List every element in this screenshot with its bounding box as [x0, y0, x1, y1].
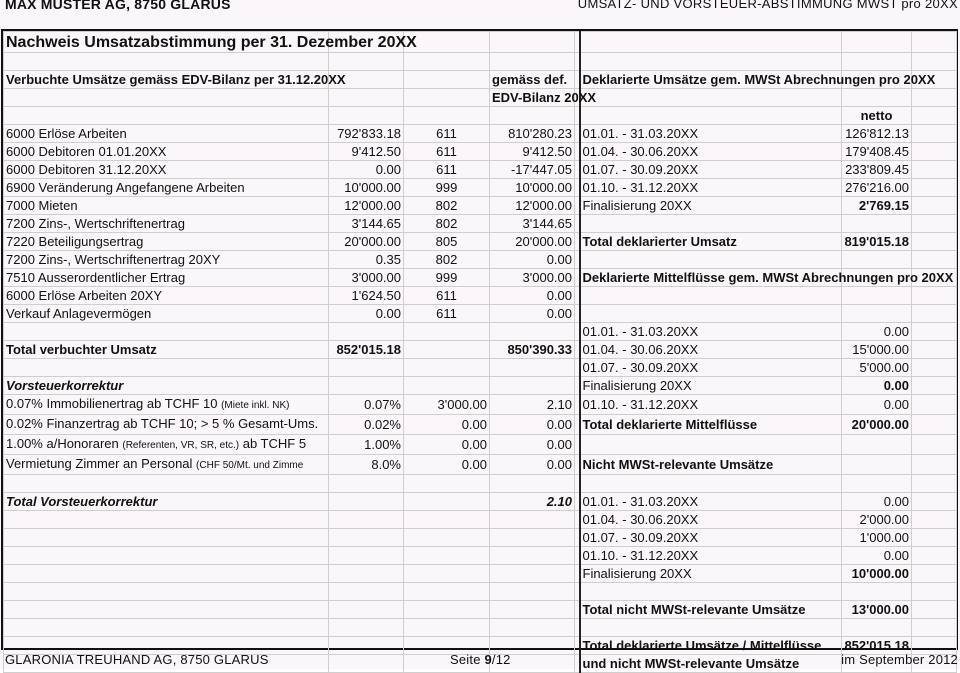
account-amount: 3'000.00: [329, 269, 404, 287]
non-relevant-total-label: Total nicht MWSt-relevante Umsätze: [580, 601, 842, 619]
period-label: 01.10. - 31.12.20XX: [580, 179, 842, 197]
table-cell: [490, 377, 575, 395]
def-column-header-line2: EDV-Bilanz 20XX: [490, 89, 575, 107]
account-label: 7220 Beteiligungsertrag: [4, 233, 329, 251]
final-label: Finalisierung 20XX: [580, 197, 842, 215]
grand-total-label-line2: und nicht MWSt-relevante Umsätze: [580, 655, 842, 673]
input-tax-value: 2.10: [490, 395, 575, 415]
non-relevant-period-label: 01.01. - 31.03.20XX: [580, 493, 842, 511]
account-amount: 12'000.00: [329, 197, 404, 215]
table-cell: [329, 637, 404, 655]
table-row: [4, 601, 957, 619]
table-cell: [580, 435, 842, 455]
table-row: [4, 341, 957, 359]
table-cell: [329, 547, 404, 565]
table-cell: [842, 455, 912, 475]
table-cell: [329, 493, 404, 511]
table-cell: [912, 341, 957, 359]
table-cell: [912, 377, 957, 395]
table-row: [4, 565, 957, 583]
non-relevant-period-value: 0.00: [842, 493, 912, 511]
input-tax-label: 0.07% Immobilienertrag ab TCHF 10 (Miete inkl. NK): [4, 395, 329, 415]
cashflow-period-label: 01.04. - 30.06.20XX: [580, 341, 842, 359]
non-relevant-period-label: 01.10. - 31.12.20XX: [580, 547, 842, 565]
table-row: [4, 251, 957, 269]
table-row: [4, 415, 957, 435]
input-tax-total-label: Total Vorsteuerkorrektur: [4, 493, 329, 511]
non-relevant-final-value: 10'000.00: [842, 565, 912, 583]
table-row: [4, 32, 957, 53]
account-code: 802: [404, 215, 490, 233]
input-tax-label: 1.00% a/Honoraren (Referenten, VR, SR, etc.) ab TCHF 5: [4, 435, 329, 455]
table-cell: [4, 511, 329, 529]
input-tax-rate: 8.0%: [329, 455, 404, 475]
table-row: [4, 215, 957, 233]
table-cell: [912, 233, 957, 251]
page-number: Seite 9/12: [450, 652, 511, 667]
account-label: 6000 Erlöse Arbeiten: [4, 125, 329, 143]
table-cell: [490, 359, 575, 377]
table-cell: [404, 493, 490, 511]
cashflow-period-value: 0.00: [842, 323, 912, 341]
account-label: 7200 Zins-, Wertschriftenertrag: [4, 215, 329, 233]
table-cell: [4, 565, 329, 583]
non-relevant-period-label: 01.07. - 30.09.20XX: [580, 529, 842, 547]
table-cell: [580, 287, 842, 305]
period-label: 01.01. - 31.03.20XX: [580, 125, 842, 143]
account-def-amount: 10'000.00: [490, 179, 575, 197]
table-cell: [912, 415, 957, 435]
cashflow-period-label: 01.01. - 31.03.20XX: [580, 323, 842, 341]
table-cell: [912, 395, 957, 415]
account-label: Verkauf Anlagevermögen: [4, 305, 329, 323]
table-cell: [404, 89, 490, 107]
table-cell: [404, 583, 490, 601]
account-def-amount: 0.00: [490, 287, 575, 305]
table-row: [4, 583, 957, 601]
table-cell: [329, 511, 404, 529]
table-cell: [842, 32, 912, 53]
account-code: 611: [404, 161, 490, 179]
table-cell: [329, 583, 404, 601]
table-cell: [580, 32, 842, 53]
total-declared-value: 819'015.18: [842, 233, 912, 251]
document-subject-header: UMSATZ- UND VORSTEUER-ABSTIMMUNG MWST pro 20XX: [577, 0, 958, 11]
table-cell: [912, 107, 957, 125]
table-cell: [912, 287, 957, 305]
account-amount: 0.35: [329, 251, 404, 269]
account-def-amount: 3'000.00: [490, 269, 575, 287]
non-relevant-period-label: 01.04. - 30.06.20XX: [580, 511, 842, 529]
total-declared-label: Total deklarierter Umsatz: [580, 233, 842, 251]
table-row: [4, 359, 957, 377]
table-row: [4, 619, 957, 637]
cashflow-final-label: Finalisierung 20XX: [580, 377, 842, 395]
table-cell: [329, 565, 404, 583]
table-cell: [580, 215, 842, 233]
account-def-amount: 810'280.23: [490, 125, 575, 143]
account-amount: 20'000.00: [329, 233, 404, 251]
table-cell: [490, 511, 575, 529]
table-cell: [912, 179, 957, 197]
table-cell: [4, 619, 329, 637]
period-value: 126'812.13: [842, 125, 912, 143]
table-cell: [4, 583, 329, 601]
netto-header: netto: [842, 107, 912, 125]
table-cell: [912, 143, 957, 161]
table-cell: [580, 475, 842, 493]
table-cell: [580, 251, 842, 269]
table-cell: [329, 601, 404, 619]
input-tax-label: Vermietung Zimmer an Personal (CHF 50/Mt. und Zimme: [4, 455, 329, 475]
table-cell: [404, 53, 490, 71]
table-row: [4, 547, 957, 565]
table-cell: [842, 305, 912, 323]
table-row: [4, 233, 957, 251]
account-def-amount: -17'447.05: [490, 161, 575, 179]
table-cell: [404, 359, 490, 377]
table-cell: [842, 215, 912, 233]
table-cell: [490, 475, 575, 493]
account-label: 6000 Debitoren 01.01.20XX: [4, 143, 329, 161]
table-row: [4, 197, 957, 215]
def-column-header: gemäss def.: [490, 71, 575, 89]
input-tax-base: 0.00: [404, 435, 490, 455]
footer-company: GLARONIA TREUHAND AG, 8750 GLARUS: [5, 652, 269, 667]
table-cell: [490, 565, 575, 583]
table-cell: [329, 529, 404, 547]
table-cell: [490, 583, 575, 601]
table-cell: [490, 53, 575, 71]
table-cell: [580, 53, 842, 71]
table-cell: [329, 377, 404, 395]
account-code: 802: [404, 197, 490, 215]
table-cell: [912, 89, 957, 107]
table-cell: [842, 251, 912, 269]
period-value: 179'408.45: [842, 143, 912, 161]
table-cell: [912, 435, 957, 455]
account-code: 611: [404, 125, 490, 143]
account-code: 802: [404, 251, 490, 269]
account-def-amount: 9'412.50: [490, 143, 575, 161]
table-row: [4, 475, 957, 493]
grand-total-label: Total deklarierte Umsätze / Mittelflüsse: [580, 637, 842, 655]
table-cell: [490, 529, 575, 547]
table-row: [4, 269, 957, 287]
table-cell: [912, 511, 957, 529]
account-amount: 1'624.50: [329, 287, 404, 305]
table-cell: [404, 323, 490, 341]
table-cell: [329, 619, 404, 637]
table-cell: [404, 619, 490, 637]
cashflow-period-value: 5'000.00: [842, 359, 912, 377]
table-cell: [912, 32, 957, 53]
table-cell: [329, 53, 404, 71]
table-cell: [842, 435, 912, 455]
account-amount: 3'144.65: [329, 215, 404, 233]
period-value: 233'809.45: [842, 161, 912, 179]
table-cell: [329, 475, 404, 493]
account-label: 6900 Veränderung Angefangene Arbeiten: [4, 179, 329, 197]
table-cell: [580, 619, 842, 637]
input-tax-total-value: 2.10: [490, 493, 575, 511]
account-code: 611: [404, 305, 490, 323]
table-cell: [580, 107, 842, 125]
input-tax-heading: Vorsteuerkorrektur: [4, 377, 329, 395]
table-row: [4, 511, 957, 529]
table-cell: [4, 475, 329, 493]
account-def-amount: 20'000.00: [490, 233, 575, 251]
account-label: 6000 Erlöse Arbeiten 20XY: [4, 287, 329, 305]
account-code: 999: [404, 179, 490, 197]
account-amount: 10'000.00: [329, 179, 404, 197]
final-value: 2'769.15: [842, 197, 912, 215]
table-cell: [490, 619, 575, 637]
total-booked-label: Total verbuchter Umsatz: [4, 341, 329, 359]
account-def-amount: 0.00: [490, 251, 575, 269]
table-row: [4, 305, 957, 323]
input-tax-value: 0.00: [490, 435, 575, 455]
table-row: [4, 493, 957, 511]
table-cell: [4, 323, 329, 341]
table-row: [4, 435, 957, 455]
table-cell: [912, 215, 957, 233]
account-code: 611: [404, 287, 490, 305]
table-row: [4, 179, 957, 197]
table-cell: [912, 601, 957, 619]
table-cell: [4, 107, 329, 125]
table-cell: [912, 161, 957, 179]
input-tax-rate: 0.02%: [329, 415, 404, 435]
table-cell: [4, 89, 329, 107]
table-cell: [490, 601, 575, 619]
left-section-heading: Verbuchte Umsätze gemäss EDV-Bilanz per 31.12.20XX: [4, 71, 329, 89]
cashflow-heading: Deklarierte Mittelflüsse gem. MWSt Abrechnungen pro 20XX: [580, 269, 842, 287]
table-row: [4, 161, 957, 179]
company-header: MAX MUSTER AG, 8750 GLARUS: [5, 0, 231, 12]
cashflow-total-label: Total deklarierte Mittelflüsse: [580, 415, 842, 435]
table-cell: [912, 529, 957, 547]
account-amount: 0.00: [329, 161, 404, 179]
table-cell: [580, 583, 842, 601]
table-cell: [404, 341, 490, 359]
table-cell: [842, 583, 912, 601]
table-row: [4, 71, 957, 89]
input-tax-value: 0.00: [490, 415, 575, 435]
table-cell: [329, 359, 404, 377]
footer-date: im September 2012: [841, 652, 958, 667]
page-title: Nachweis Umsatzabstimmung per 31. Dezember 20XX: [4, 32, 329, 53]
cashflow-period-label: 01.07. - 30.09.20XX: [580, 359, 842, 377]
table-cell: [842, 53, 912, 71]
total-booked-def: 850'390.33: [490, 341, 575, 359]
account-label: 7200 Zins-, Wertschriftenertrag 20XY: [4, 251, 329, 269]
table-cell: [912, 583, 957, 601]
table-row: [4, 125, 957, 143]
table-cell: [404, 547, 490, 565]
table-row: [4, 455, 957, 475]
table-cell: [580, 305, 842, 323]
table-row: [4, 143, 957, 161]
account-def-amount: 3'144.65: [490, 215, 575, 233]
account-amount: 792'833.18: [329, 125, 404, 143]
table-cell: [842, 619, 912, 637]
cashflow-period-label: 01.10. - 31.12.20XX: [580, 395, 842, 415]
table-cell: [912, 475, 957, 493]
total-booked-amount: 852'015.18: [329, 341, 404, 359]
table-row: [4, 529, 957, 547]
table-cell: [404, 475, 490, 493]
table-row: [4, 395, 957, 415]
non-relevant-total-value: 13'000.00: [842, 601, 912, 619]
table-cell: [404, 565, 490, 583]
table-cell: [4, 53, 329, 71]
right-section-heading: Deklarierte Umsätze gem. MWSt Abrechnungen pro 20XX: [580, 71, 842, 89]
table-cell: [912, 53, 957, 71]
account-def-amount: 12'000.00: [490, 197, 575, 215]
table-cell: [490, 547, 575, 565]
table-row: [4, 107, 957, 125]
table-row: [4, 377, 957, 395]
non-relevant-heading: Nicht MWSt-relevante Umsätze: [580, 455, 842, 475]
table-cell: [912, 323, 957, 341]
table-cell: [912, 251, 957, 269]
table-cell: [912, 305, 957, 323]
input-tax-base: 3'000.00: [404, 395, 490, 415]
table-cell: [404, 511, 490, 529]
input-tax-value: 0.00: [490, 455, 575, 475]
table-cell: [912, 359, 957, 377]
table-cell: [490, 32, 575, 53]
table-cell: [404, 377, 490, 395]
input-tax-label: 0.02% Finanzertrag ab TCHF 10; > 5 % Gesamt-Ums.: [4, 415, 329, 435]
table-cell: [404, 107, 490, 125]
table-cell: [912, 565, 957, 583]
table-cell: [329, 655, 404, 673]
input-tax-rate: 0.07%: [329, 395, 404, 415]
period-label: 01.07. - 30.09.20XX: [580, 161, 842, 179]
table-cell: [912, 455, 957, 475]
account-amount: 0.00: [329, 305, 404, 323]
reconciliation-table: [3, 31, 957, 673]
cashflow-period-value: 15'000.00: [842, 341, 912, 359]
cashflow-period-value: 0.00: [842, 395, 912, 415]
account-label: 6000 Debitoren 31.12.20XX: [4, 161, 329, 179]
table-cell: [490, 107, 575, 125]
table-row: [4, 323, 957, 341]
table-cell: [912, 547, 957, 565]
non-relevant-period-value: 2'000.00: [842, 511, 912, 529]
table-cell: [329, 107, 404, 125]
table-cell: [4, 601, 329, 619]
grand-total-value: 852'015.18: [842, 637, 912, 655]
account-code: 999: [404, 269, 490, 287]
non-relevant-period-value: 1'000.00: [842, 529, 912, 547]
table-cell: [912, 493, 957, 511]
table-cell: [4, 529, 329, 547]
table-cell: [404, 601, 490, 619]
account-code: 611: [404, 143, 490, 161]
table-cell: [912, 197, 957, 215]
table-cell: [580, 89, 842, 107]
table-cell: [842, 475, 912, 493]
table-cell: [4, 359, 329, 377]
account-label: 7000 Mieten: [4, 197, 329, 215]
table-cell: [404, 71, 490, 89]
account-code: 805: [404, 233, 490, 251]
table-row: [4, 287, 957, 305]
table-cell: [912, 619, 957, 637]
table-row: [4, 53, 957, 71]
period-label: 01.04. - 30.06.20XX: [580, 143, 842, 161]
input-tax-base: 0.00: [404, 415, 490, 435]
account-amount: 9'412.50: [329, 143, 404, 161]
table-cell: [490, 323, 575, 341]
table-cell: [404, 529, 490, 547]
table-cell: [912, 125, 957, 143]
table-cell: [329, 89, 404, 107]
table-cell: [4, 547, 329, 565]
non-relevant-period-value: 0.00: [842, 547, 912, 565]
cashflow-final-value: 0.00: [842, 377, 912, 395]
cashflow-total-value: 20'000.00: [842, 415, 912, 435]
non-relevant-final-label: Finalisierung 20XX: [580, 565, 842, 583]
table-row: [4, 89, 957, 107]
table-cell: [842, 287, 912, 305]
account-label: 7510 Ausserordentlicher Ertrag: [4, 269, 329, 287]
input-tax-rate: 1.00%: [329, 435, 404, 455]
table-cell: [329, 323, 404, 341]
table-cell: [842, 89, 912, 107]
period-value: 276'216.00: [842, 179, 912, 197]
input-tax-base: 0.00: [404, 455, 490, 475]
account-def-amount: 0.00: [490, 305, 575, 323]
